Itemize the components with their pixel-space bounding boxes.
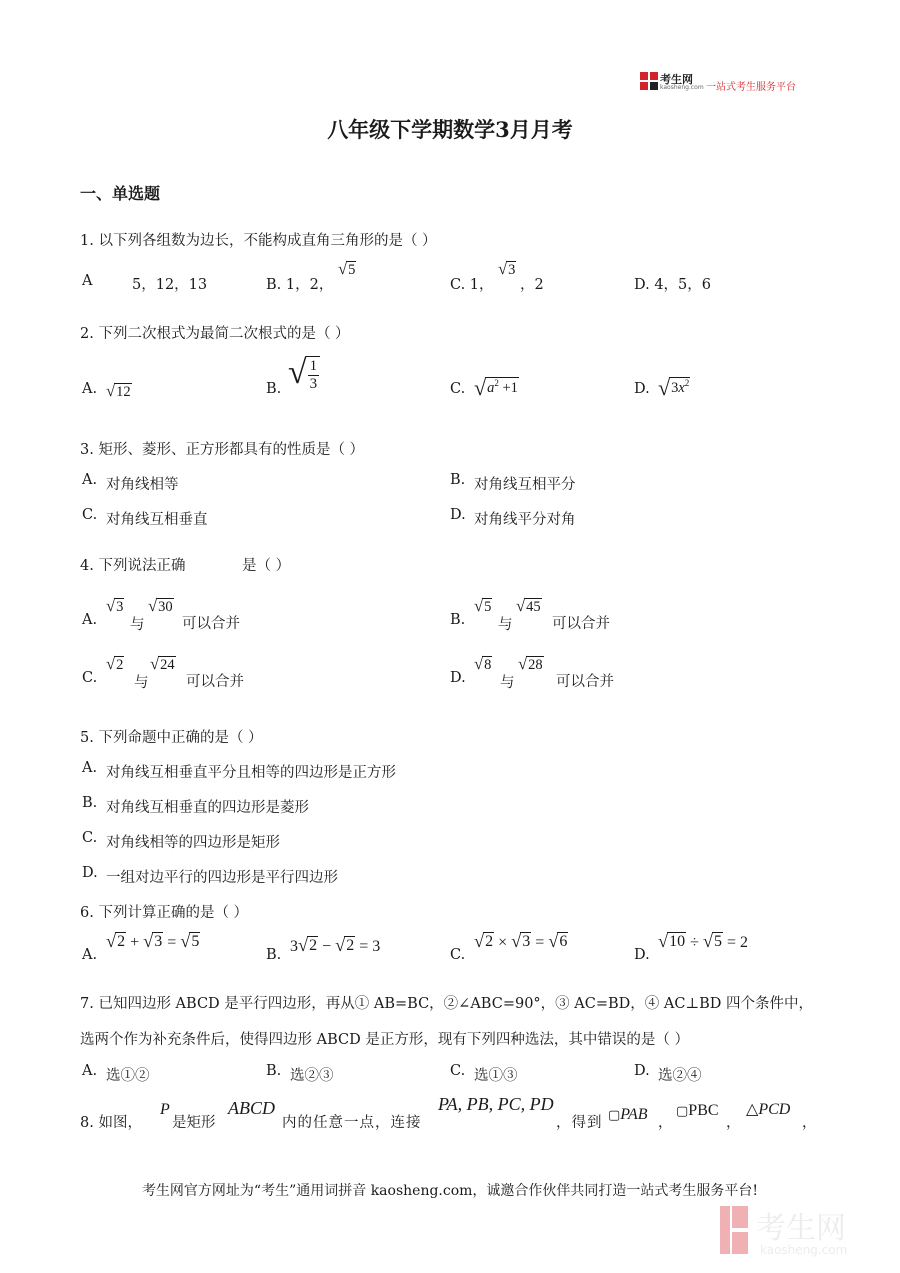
q7-option-b-text: 选②③ (290, 1068, 334, 1084)
q4-option-b-math-1: √ 5 (474, 596, 492, 615)
q3-option-a-label: A. (82, 472, 98, 488)
q1-option-c-math: √ 3 (498, 259, 516, 278)
q8-sep-1: ， (658, 1115, 673, 1131)
logo-domain: kaosheng.com (660, 84, 704, 91)
q4-option-d-math-2: √ 28 (518, 654, 543, 673)
q4-option-b-label: B. (450, 612, 466, 628)
logo-name: 考生网 (660, 73, 693, 86)
q2-option-a-label: A. (82, 381, 98, 397)
q5-option-a-label: A. (82, 760, 98, 776)
q3-option-a-text: 对角线相等 (106, 477, 179, 493)
q7-option-a-text: 选①② (106, 1068, 150, 1084)
question-2-stem: 2. 下列二次根式为最简二次根式的是（ ） (80, 326, 350, 342)
question-6-stem: 6. 下列计算正确的是（ ） (80, 905, 249, 921)
q4-option-c-with: 与 (134, 675, 149, 691)
question-3-stem: 3. 矩形、菱形、正方形都具有的性质是（ ） (80, 442, 365, 458)
q4-option-c-label: C. (82, 670, 98, 686)
q4-option-a-math-2: √ 30 (148, 596, 173, 615)
q7-option-c-text: 选①③ (474, 1068, 518, 1084)
q3-option-c-label: C. (82, 507, 98, 523)
q8-triangle-2: ▢PBC (676, 1102, 719, 1119)
q3-option-d-text: 对角线平分对角 (474, 512, 576, 528)
q1-option-c-text: C. 1， (450, 277, 494, 293)
kaosheng-logo-icon (640, 72, 658, 90)
q8-text-inside: 内的任意一点，连接 (282, 1115, 422, 1131)
q8-point-p: P (160, 1101, 170, 1118)
q2-option-c-label: C. (450, 381, 466, 397)
q6-option-b-label: B. (266, 947, 282, 963)
question-1-stem: 1. 以下列各组数为边长，不能构成直角三角形的是（ ） (80, 233, 437, 249)
q6-option-a-math: √ 2 + √ 3 = √ 5 (106, 931, 200, 951)
q1-option-a-label: A (82, 273, 93, 289)
q1-option-c-tail: ，2 (520, 277, 544, 293)
q8-triangle-1: ▢PAB (608, 1106, 648, 1123)
q7-option-c-label: C. (450, 1063, 466, 1079)
triangle-icon: ▢ (608, 1108, 621, 1123)
question-4-stem-a: 4. 下列说法正确 (80, 558, 186, 574)
q4-option-d-with: 与 (500, 675, 515, 691)
q5-option-a-text: 对角线互相垂直平分且相等的四边形是正方形 (106, 765, 396, 781)
q4-option-c-math-1: √ 2 (106, 654, 124, 673)
q8-sep-3: ， (802, 1115, 817, 1131)
q7-option-b-label: B. (266, 1063, 282, 1079)
q4-option-a-math-1: √ 3 (106, 596, 124, 615)
question-4-stem-b: 是（ ） (242, 558, 291, 574)
q4-option-d-label: D. (450, 670, 466, 686)
watermark-logo (718, 1204, 878, 1260)
question-8-lead: 8. 如图， (80, 1115, 142, 1131)
section-heading: 一、单选题 (80, 184, 161, 203)
q2-option-c-math: √ $a^2 +1$ (474, 375, 518, 400)
q5-option-b-text: 对角线互相垂直的四边形是菱形 (106, 800, 309, 816)
q6-option-c-math: √ 2 × √ 3 = √ 6 (474, 931, 568, 951)
q6-option-d-label: D. (634, 947, 650, 963)
q4-option-d-merge: 可以合并 (556, 674, 614, 690)
logo-slogan: 一站式考生服务平台 (706, 82, 796, 93)
q7-option-a-label: A. (82, 1063, 98, 1079)
q6-option-c-label: C. (450, 947, 466, 963)
q5-option-b-label: B. (82, 795, 98, 811)
q2-option-a-math: √ 12 (106, 381, 131, 400)
q3-option-b-text: 对角线互相平分 (474, 477, 576, 493)
q3-option-d-label: D. (450, 507, 466, 523)
question-7-line-2: 选两个作为补充条件后，使得四边形 ABCD 是正方形，现有下列四种选法，其中错误的是（ ） (80, 1032, 689, 1048)
q8-triangle-3: △PCD (746, 1099, 791, 1118)
q4-option-d-math-1: √ 8 (474, 654, 492, 673)
watermark-name: 考生网 (756, 1211, 846, 1246)
q5-option-c-text: 对角线相等的四边形是矩形 (106, 835, 280, 851)
q1-option-b-math: √ 5 (338, 259, 356, 278)
q4-option-a-label: A. (82, 612, 98, 628)
page-footer: 考生网官方网址为“考生”通用词拼音 kaosheng.com，诚邀合作伙伴共同打造一站式考生服务平台! (141, 1183, 759, 1199)
q8-sep-2: ， (726, 1115, 741, 1131)
q2-option-d-math: √ $3x^2$ (658, 375, 690, 400)
triangle-icon: ▢ (676, 1104, 689, 1119)
watermark-domain: kaosheng.com (760, 1243, 848, 1257)
q5-option-d-text: 一组对边平行的四边形是平行四边形 (106, 870, 338, 886)
q5-option-c-label: C. (82, 830, 98, 846)
question-7-line-1: 7. 已知四边形 ABCD 是平行四边形，再从① AB=BC，②∠ABC=90°，③ AC=BD，④ AC⊥BD 四个条件中， (80, 996, 813, 1012)
q4-option-a-merge: 可以合并 (182, 616, 240, 632)
q2-option-b-label: B. (266, 381, 282, 397)
q4-option-b-merge: 可以合并 (552, 616, 610, 632)
q2-option-b-math: √ $\frac{1}{3}$ (288, 356, 320, 392)
q1-option-a-text: 5，12，13 (132, 277, 208, 293)
q4-option-b-math-2: √ 45 (516, 596, 541, 615)
q4-option-a-with: 与 (130, 617, 145, 633)
q1-option-d-text: D. 4，5，6 (634, 277, 712, 293)
q7-option-d-text: 选②④ (658, 1068, 702, 1084)
page-title: 八年级下学期数学3月月考 (327, 117, 573, 142)
q4-option-b-with: 与 (498, 617, 513, 633)
q6-option-d-math: √ 10 ÷ √ 5 = 2 (658, 931, 748, 951)
triangle-icon: △ (746, 1099, 759, 1118)
q1-option-b-text: B. 1，2， (266, 277, 334, 293)
q8-text-rect: 是矩形 (172, 1115, 216, 1131)
q6-option-a-label: A. (82, 947, 98, 963)
q7-option-d-label: D. (634, 1063, 650, 1079)
q3-option-c-text: 对角线互相垂直 (106, 512, 208, 528)
q8-segments: PA, PB, PC, PD (438, 1094, 554, 1114)
q8-rect-name: ABCD (228, 1098, 275, 1118)
q5-option-d-label: D. (82, 865, 98, 881)
q4-option-c-merge: 可以合并 (186, 674, 244, 690)
q6-option-b-math: 3 √ 2 − √ 2 = 3 (290, 935, 381, 955)
question-5-stem: 5. 下列命题中正确的是（ ） (80, 730, 263, 746)
q2-option-d-label: D. (634, 381, 650, 397)
q3-option-b-label: B. (450, 472, 466, 488)
q4-option-c-math-2: √ 24 (150, 654, 175, 673)
q8-text-get: ，得到 (556, 1115, 603, 1131)
